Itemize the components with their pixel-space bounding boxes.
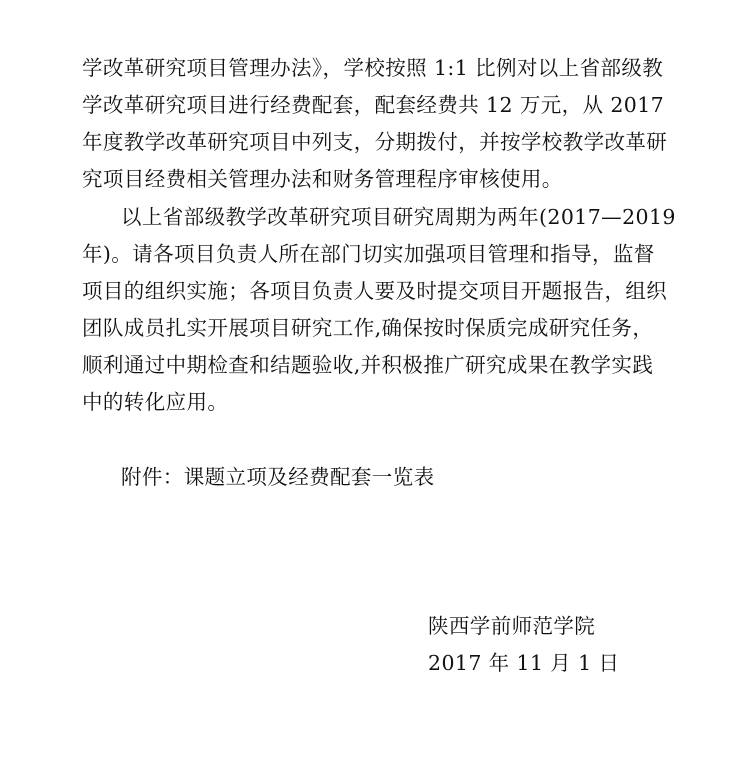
text-line: 学改革研究项目进行经费配套，配套经费共 12 万元，从 2017 bbox=[82, 93, 665, 117]
attachment-note: 附件：课题立项及经费配套一览表 bbox=[121, 465, 435, 489]
text-line: 究项目经费相关管理办法和财务管理程序审核使用。 bbox=[82, 167, 563, 191]
text-line: 团队成员扎实开展项目研究工作,确保按时保质完成研究任务， bbox=[82, 316, 654, 340]
text-line: 以上省部级教学改革研究项目研究周期为两年(2017—2019 bbox=[121, 205, 676, 229]
text-line: 年)。请各项目负责人所在部门切实加强项目管理和指导，监督 bbox=[82, 242, 655, 266]
text-line: 学改革研究项目管理办法》，学校按照 1:1 比例对以上省部级教 bbox=[82, 56, 664, 80]
text-line: 顺利通过中期检查和结题验收,并积极推广研究成果在教学实践 bbox=[82, 353, 654, 377]
signature-organization: 陕西学前师范学院 bbox=[428, 614, 596, 638]
text-line: 年度教学改革研究项目中列支，分期拨付，并按学校教学改革研 bbox=[82, 130, 668, 154]
text-line: 中的转化应用。 bbox=[82, 390, 229, 414]
signature-date: 2017 年 11 月 1 日 bbox=[428, 651, 620, 675]
text-line: 项目的组织实施；各项目负责人要及时提交项目开题报告，组织 bbox=[82, 279, 668, 303]
